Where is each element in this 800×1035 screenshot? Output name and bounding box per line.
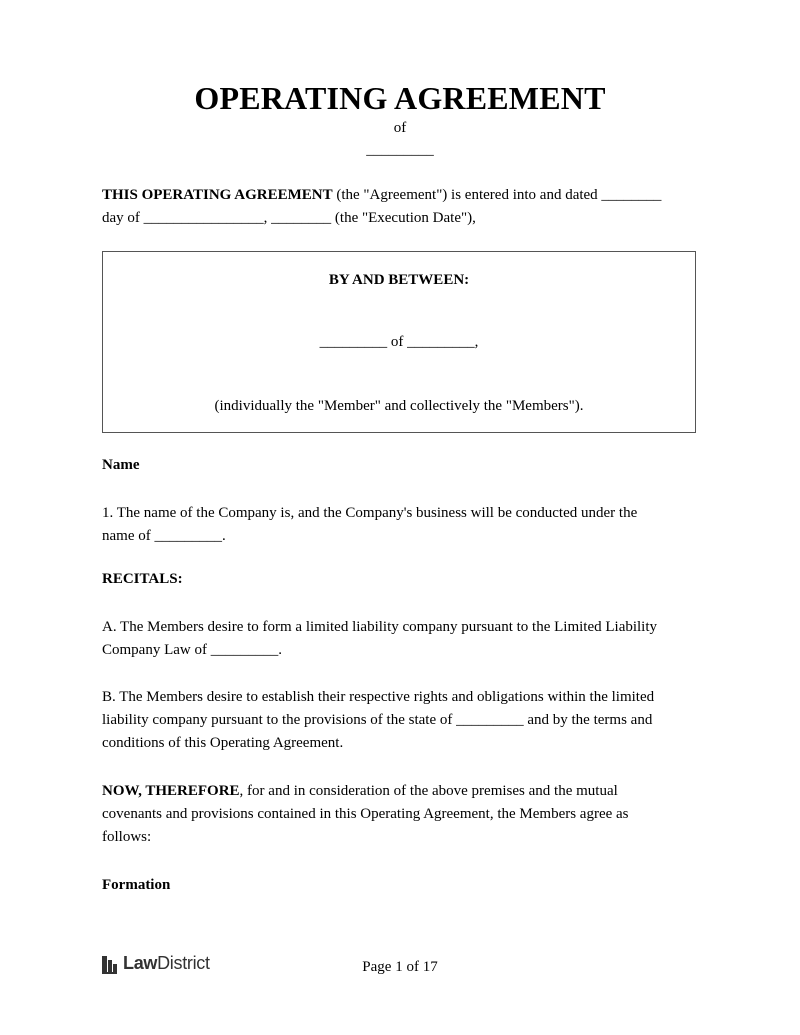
intro-line-1-rest: (the "Agreement") is entered into and dated ________ [332, 187, 662, 203]
intro-line-1 [102, 184, 702, 207]
name-line-1: 1. The name of the Company is, and the Company's business will be conducted under the [102, 505, 638, 521]
recital-a-paragraph [102, 616, 702, 662]
name-line-2: name of _________. [102, 528, 226, 544]
now-line-1 [102, 780, 702, 803]
company-name-blank: _________ [366, 142, 434, 158]
recital-b-line-3: conditions of this Operating Agreement. [102, 735, 344, 751]
now-line-1-rest: , for and in consideration of the above premises and the mutual [239, 783, 618, 799]
logo-district: District [157, 953, 210, 973]
name-paragraph [102, 502, 702, 548]
recital-b-line-1: B. The Members desire to establish their respective rights and obligations within the limited [102, 689, 655, 705]
now-therefore-bold: NOW, THEREFORE [102, 783, 240, 799]
recital-a-line-1: A. The Members desire to form a limited liability company pursuant to the Limited Liability [102, 619, 658, 635]
document-title: OPERATING AGREEMENT [194, 80, 606, 116]
intro-bold-lead: THIS OPERATING AGREEMENT [102, 187, 333, 203]
recital-b-paragraph [102, 686, 702, 755]
intro-paragraph [102, 184, 702, 230]
logo-law: Law [123, 953, 158, 973]
page-number: Page 1 of 17 [362, 959, 438, 975]
parties-heading: BY AND BETWEEN: [328, 272, 470, 288]
now-line-2: covenants and provisions contained in this Operating Agreement, the Members agree as [102, 806, 629, 822]
section-heading-recitals: RECITALS: [102, 571, 183, 587]
title-of: of [393, 120, 407, 136]
parties-box [102, 251, 696, 433]
section-heading-name: Name [102, 457, 140, 473]
members-note: (individually the "Member" and collectively the "Members"). [214, 398, 584, 414]
now-line-3: follows: [102, 829, 152, 845]
recital-a-line-2: Company Law of _________. [102, 642, 282, 658]
recital-b-line-2: liability company pursuant to the provisions of the state of _________ and by the terms and [102, 712, 653, 728]
party-line: _________ of _________, [319, 334, 479, 350]
now-therefore-paragraph [102, 780, 702, 849]
section-heading-formation: Formation [102, 877, 171, 893]
intro-line-2: day of ________________, ________ (the "Execution Date"), [102, 210, 476, 226]
